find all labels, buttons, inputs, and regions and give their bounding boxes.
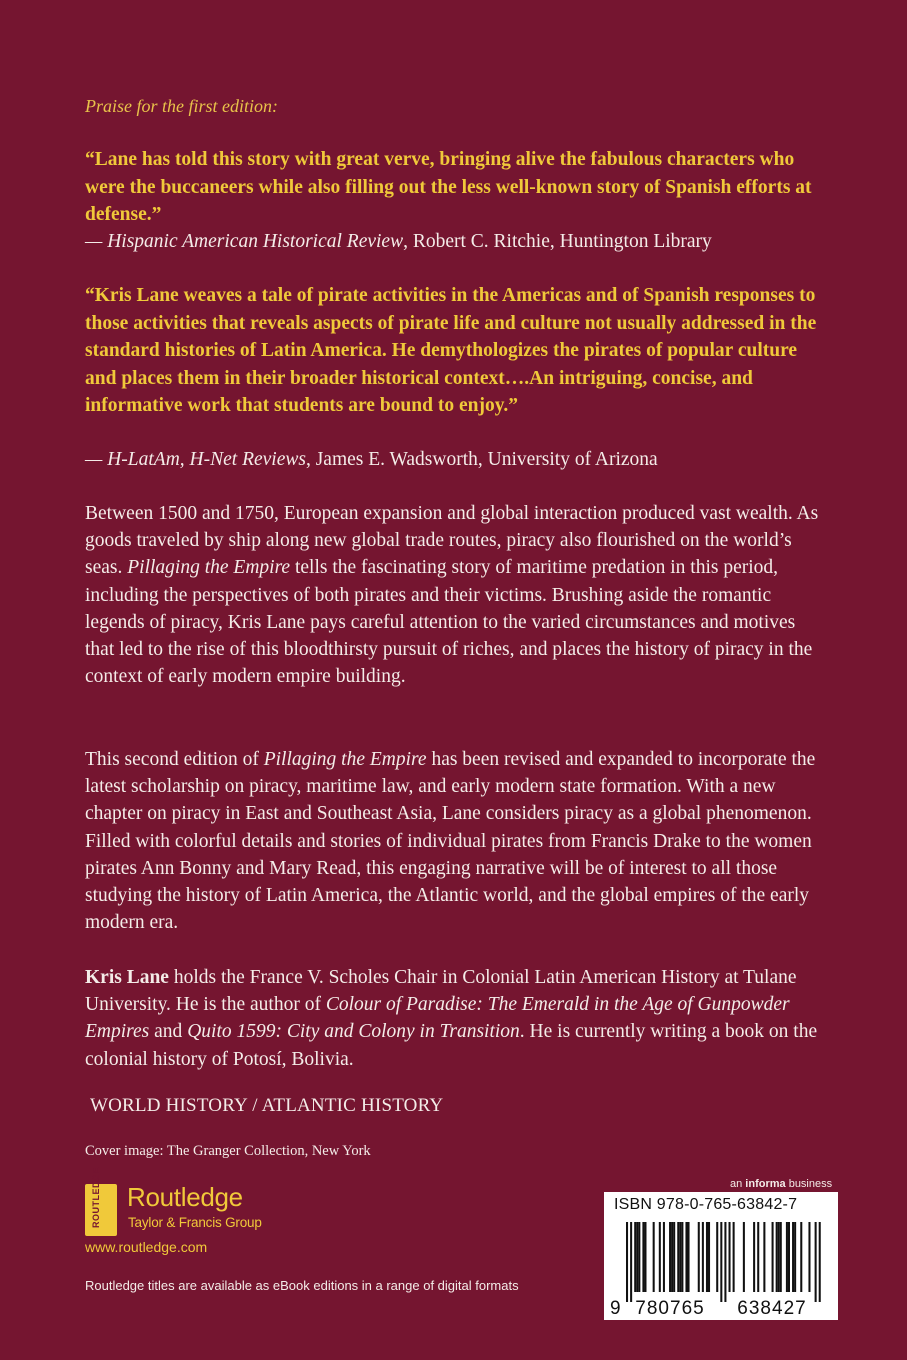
reviewer-1: , Robert C. Ritchie, Huntington Library bbox=[403, 231, 712, 252]
cover-image-credit: Cover image: The Granger Collection, New York bbox=[85, 1143, 371, 1159]
barcode-bar bbox=[763, 1222, 765, 1292]
author-bio-text: . He is currently writing a book on the colonial history of Potosí, Bolivia. bbox=[85, 1021, 818, 1070]
barcode-digits-right: 638427 bbox=[737, 1298, 807, 1319]
description-paragraph-2 bbox=[85, 746, 820, 936]
description-paragraph-1 bbox=[85, 500, 820, 690]
author-bio-text: and bbox=[149, 1021, 188, 1043]
barcode-bar bbox=[671, 1222, 673, 1292]
book-title: Pillaging the Empire bbox=[263, 749, 427, 770]
barcode-bar bbox=[815, 1222, 817, 1302]
barcode-bar bbox=[808, 1222, 810, 1292]
barcode-bar bbox=[720, 1222, 722, 1302]
publisher-group: Taylor & Francis Group bbox=[128, 1215, 262, 1230]
barcode-bar bbox=[673, 1222, 675, 1292]
barcode-bar bbox=[733, 1222, 735, 1292]
publisher-name: Routledge bbox=[127, 1182, 243, 1212]
praise-heading: Praise for the first edition: bbox=[85, 96, 278, 116]
description-text: has been revised and expanded to incorporate the latest scholarship on piracy, maritime law, and early modern state formation. With a new chapter on piracy in East and Southeast Asia, Lane considers piracy as a global phenomenon. Filled with colorful details and stories of individual pirates from Francis Drake to the women pirates Ann Bonny and Mary Read, this engaging narrative will be of interest to all those studying the history of Latin America, the Atlantic world, and the global empires of the early modern era. bbox=[85, 749, 816, 934]
description-text: This second edition of bbox=[85, 749, 264, 770]
barcode-bar bbox=[716, 1222, 718, 1292]
barcode-bar bbox=[669, 1222, 671, 1292]
barcode-bar bbox=[681, 1222, 683, 1292]
barcode-bar bbox=[772, 1222, 774, 1292]
informa-tagline bbox=[730, 1178, 832, 1190]
barcode-bar bbox=[642, 1222, 644, 1292]
barcode-bar bbox=[679, 1222, 681, 1292]
barcode-bars-icon bbox=[604, 1192, 838, 1320]
publisher-url[interactable]: www.routledge.com bbox=[85, 1239, 208, 1255]
barcode-bar bbox=[685, 1222, 687, 1292]
barcode-bar bbox=[706, 1222, 708, 1292]
author-bio-text: holds the France V. Scholes Chair in Colonial Latin American History at Tulane University. He is the author of bbox=[85, 967, 797, 1016]
barcode-bar bbox=[698, 1222, 700, 1292]
barcode-bar bbox=[743, 1222, 745, 1292]
barcode-digits-left: 780765 bbox=[635, 1298, 705, 1319]
review-quote-2: “Kris Lane weaves a tale of pirate activities in the Americas and of Spanish responses to those activities that reveals aspects of pirate life and culture not usually addressed in the standard histories of Latin America. He demythologizes the pirates of popular culture and places them in their broader historical context….An intriguing, concise, and informative work that students are bound to enjoy.” bbox=[85, 285, 817, 416]
barcode-bar bbox=[663, 1222, 665, 1292]
routledge-mark-icon bbox=[85, 1166, 117, 1236]
barcode-digit-first: 9 bbox=[610, 1298, 621, 1319]
author-book-title: Quito 1599: City and Colony in Transition bbox=[187, 1021, 520, 1043]
barcode-bar bbox=[819, 1222, 821, 1302]
review-quote-1: “Lane has told this story with great verve, bringing alive the fabulous characters who were the buccaneers while also filling out the less well-known story of Spanish efforts at defense.” bbox=[85, 149, 812, 225]
barcode-bar bbox=[788, 1222, 790, 1292]
informa-suffix: business bbox=[785, 1178, 833, 1190]
barcode-bar bbox=[724, 1222, 726, 1302]
subject-category: WORLD HISTORY / ATLANTIC HISTORY bbox=[90, 1095, 444, 1116]
barcode-bar bbox=[636, 1222, 638, 1292]
routledge-mark-text: ROUTLEDGE bbox=[91, 1166, 101, 1228]
barcode-bar bbox=[776, 1222, 778, 1292]
barcode-bar bbox=[729, 1222, 731, 1292]
barcode-bar bbox=[800, 1222, 802, 1292]
ebook-note: Routledge titles are available as eBook editions in a range of digital formats bbox=[85, 1278, 519, 1293]
publisher-logo bbox=[85, 1166, 385, 1240]
barcode-bar bbox=[677, 1222, 679, 1292]
barcode-bar bbox=[780, 1222, 782, 1292]
review-source-2: — H-LatAm, H-Net Reviews bbox=[85, 449, 306, 470]
barcode-bar bbox=[630, 1222, 632, 1302]
barcode-bar bbox=[786, 1222, 788, 1292]
reviewer-2: , James E. Wadsworth, University of Arizona bbox=[305, 449, 658, 470]
barcode-bar bbox=[659, 1222, 661, 1292]
author-book-title: Colour of Paradise: The Emerald in the Age of Gunpowder Empires bbox=[85, 994, 790, 1043]
barcode-bar bbox=[626, 1222, 628, 1302]
description-text: tells the fascinating story of maritime predation in this period, including the perspectives of both pirates and their victims. Brushing aside the romantic legends of piracy, Kris Lane pays careful attention to the varied circumstances and motives that led to the rise of this bloodthirsty pursuit of riches, and places the history of piracy in the context of early modern empire building. bbox=[85, 557, 813, 688]
barcode-bar bbox=[757, 1222, 759, 1292]
barcode-bar bbox=[792, 1222, 794, 1292]
barcode-bar bbox=[644, 1222, 646, 1292]
barcode-bar bbox=[778, 1222, 780, 1292]
barcode-bar bbox=[688, 1222, 690, 1292]
informa-prefix: an bbox=[730, 1178, 746, 1190]
isbn-barcode bbox=[604, 1192, 838, 1320]
barcode-bar bbox=[794, 1222, 796, 1292]
barcode-bar bbox=[753, 1222, 755, 1292]
review-attribution-2 bbox=[85, 446, 658, 473]
barcode-bar bbox=[653, 1222, 655, 1292]
description-text: Between 1500 and 1750, European expansion and global interaction produced vast wealth. As goods traveled by ship along new global trade routes, piracy also flourished on the world’s seas. bbox=[85, 503, 819, 579]
barcode-bar bbox=[638, 1222, 640, 1292]
isbn-label: ISBN 978-0-765-63842-7 bbox=[614, 1196, 798, 1213]
barcode-bar bbox=[634, 1222, 636, 1292]
author-bio bbox=[85, 964, 820, 1073]
book-title: Pillaging the Empire bbox=[127, 557, 291, 579]
review-attribution-1 bbox=[85, 228, 712, 255]
informa-brand: informa bbox=[745, 1178, 786, 1190]
review-source-1: — Hispanic American Historical Review bbox=[85, 231, 404, 252]
barcode-bar bbox=[702, 1222, 704, 1292]
author-name: Kris Lane bbox=[85, 967, 169, 988]
barcode-bar bbox=[708, 1222, 710, 1292]
